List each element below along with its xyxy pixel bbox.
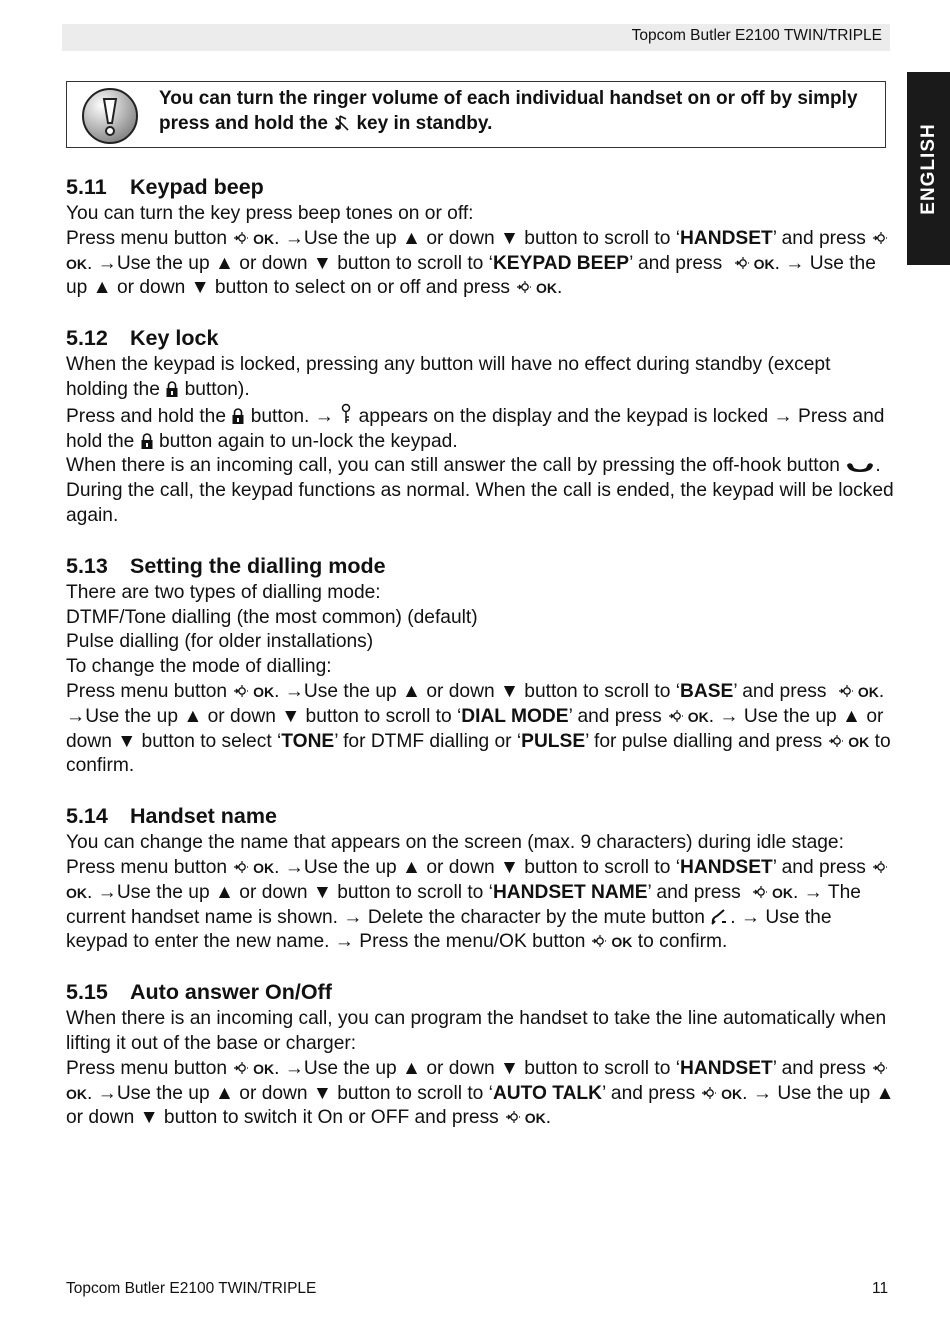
section-text: DTMF/Tone dialling (the most common) (default) bbox=[66, 606, 478, 628]
menu-ok-icon bbox=[233, 683, 249, 699]
section-auto-answer bbox=[66, 977, 896, 1131]
section-text: Press menu button OK. →Use the up ▲ or down ▼ button to scroll to ‘HANDSET’ and pressOK. →Use the up ▲ or down ▼ button to scroll to ‘AUTO TALK’ and press OK. → Use the up ▲ or down ▼ button to switch it On or OFF and press OK. bbox=[66, 1057, 895, 1129]
menu-ok-icon bbox=[233, 859, 249, 875]
menu-ok-icon bbox=[872, 859, 888, 875]
main-content bbox=[66, 172, 896, 1131]
menu-ok-icon bbox=[505, 1109, 521, 1125]
lock-icon bbox=[140, 432, 154, 450]
section-text: When there is an incoming call, you can program the handset to take the line automatically when lifting it out of the base or charger: bbox=[66, 1008, 887, 1054]
section-text: To change the mode of dialling: bbox=[66, 656, 332, 678]
section-text: When the keypad is locked, pressing any button will have no effect during standby (except holding the button). bbox=[66, 354, 831, 400]
off-hook-icon bbox=[845, 460, 875, 474]
note-text-1: You can turn the ringer volume of each individual handset on or off by simply press and hold the bbox=[159, 88, 858, 134]
section-heading: 5.15 Auto answer On/Off bbox=[66, 980, 332, 1005]
menu-ok-icon bbox=[516, 279, 532, 295]
section-keypad-beep bbox=[66, 172, 896, 301]
section-text: There are two types of dialling mode: bbox=[66, 581, 381, 603]
section-heading: 5.13 Setting the dialling mode bbox=[66, 553, 386, 578]
menu-ok-icon bbox=[872, 1060, 888, 1076]
key-icon bbox=[339, 403, 353, 425]
section-text: Press menu button OK. →Use the up ▲ or down ▼ button to scroll to ‘BASE’ and press OK. →Use the up ▲ or down ▼ button to scroll to ‘DIAL MODE’ and press OK. → Use the up ▲ or down ▼ button to select ‘TONE’ for DTMF dialling or ‘PULSE’ for pulse dialling and press OK to confirm. bbox=[66, 680, 891, 777]
lock-icon bbox=[231, 407, 245, 425]
footer-title: Topcom Butler E2100 TWIN/TRIPLE bbox=[66, 1280, 317, 1297]
section-text: You can change the name that appears on the screen (max. 9 characters) during idle stage: bbox=[66, 832, 844, 854]
section-heading: 5.14 Handset name bbox=[66, 804, 277, 829]
mute-icon bbox=[710, 908, 730, 926]
section-text: Press menu button OK. →Use the up ▲ or down ▼ button to scroll to ‘HANDSET’ and pressOK. →Use the up ▲ or down ▼ button to scroll to ‘KEYPAD BEEP’ and press OK. → Use the up ▲ or down ▼ button to select on or off and press OK. bbox=[66, 227, 896, 301]
menu-ok-icon bbox=[591, 933, 607, 949]
language-tab bbox=[907, 72, 950, 265]
section-text: Press and hold the button. → appears on the display and the keypad is locked → Press and hold the button again to un-lock the keypad. bbox=[66, 403, 896, 455]
section-handset-name bbox=[66, 801, 896, 955]
menu-ok-icon bbox=[838, 683, 854, 699]
header-title: Topcom Butler E2100 TWIN/TRIPLE bbox=[631, 27, 882, 44]
section-text: Press menu button OK. →Use the up ▲ or down ▼ button to scroll to ‘HANDSET’ and pressOK. →Use the up ▲ or down ▼ button to scroll to ‘HANDSET NAME’ and press OK. → The current handset name is shown. → Delete the character by the mute button . → Use the keypad to enter the new name. → Press the menu/OK button OK to confirm. bbox=[66, 856, 896, 955]
section-key-lock bbox=[66, 323, 896, 529]
page-number: 11 bbox=[872, 1280, 889, 1297]
menu-ok-icon bbox=[668, 708, 684, 724]
menu-ok-icon bbox=[872, 230, 888, 246]
lock-icon bbox=[165, 380, 179, 398]
section-text: Pulse dialling (for older installations) bbox=[66, 631, 374, 653]
note-text bbox=[159, 86, 869, 136]
ringer-off-icon bbox=[333, 114, 351, 132]
exclamation-icon bbox=[81, 87, 139, 145]
header-bar bbox=[62, 24, 890, 51]
menu-ok-icon bbox=[233, 230, 249, 246]
section-heading: 5.11 Keypad beep bbox=[66, 175, 264, 199]
menu-ok-icon bbox=[233, 1060, 249, 1076]
note-text-2: key in standby. bbox=[356, 113, 493, 134]
language-tab-label: ENGLISH bbox=[917, 122, 939, 215]
note-box bbox=[66, 81, 886, 148]
section-text: When there is an incoming call, you can still answer the call by pressing the off-hook button . During the call, the keypad functions as normal. When the call is ended, the keypad will be locked again. bbox=[66, 455, 894, 526]
menu-ok-icon bbox=[701, 1085, 717, 1101]
menu-ok-icon bbox=[734, 255, 750, 271]
section-heading: 5.12 Key lock bbox=[66, 326, 219, 351]
section-text: You can turn the key press beep tones on or off: bbox=[66, 203, 474, 224]
menu-ok-icon bbox=[752, 884, 768, 900]
section-dialling-mode bbox=[66, 551, 896, 779]
menu-ok-icon bbox=[828, 733, 844, 749]
